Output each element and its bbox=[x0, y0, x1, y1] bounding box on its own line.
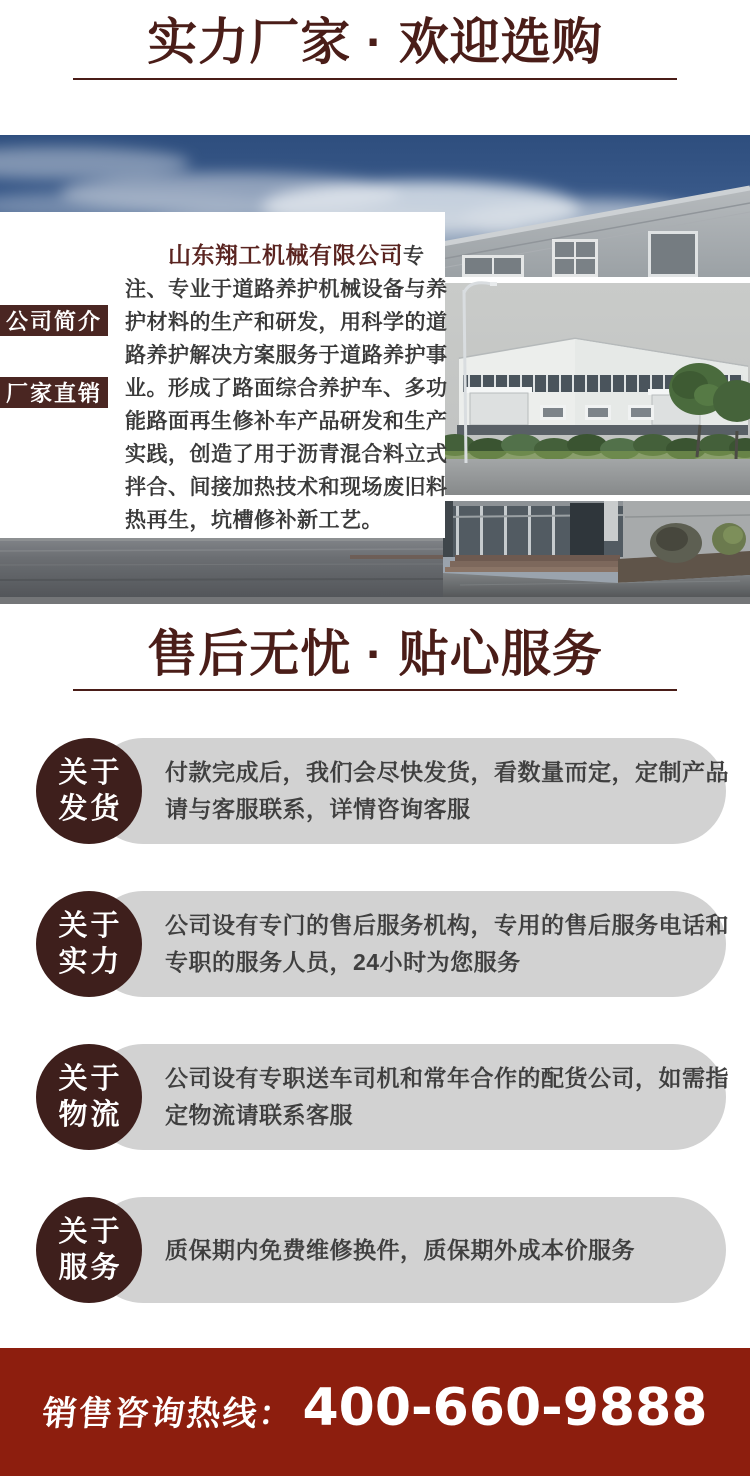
service-badge bbox=[36, 1197, 142, 1303]
service-text-bubble bbox=[90, 738, 729, 844]
intro-line: 护材料的生产和研发，用科学的道 bbox=[125, 311, 448, 334]
service-badge bbox=[36, 891, 142, 997]
intro-line: 路养护解决方案服务于道路养护事 bbox=[125, 344, 448, 367]
banner-service-title: 售后无忧 · 贴心服务 bbox=[147, 626, 603, 682]
service-text-line: 定物流请联系客服 bbox=[165, 1102, 353, 1128]
service-badge bbox=[36, 738, 142, 844]
factory-photo-section bbox=[0, 135, 750, 604]
door-opening bbox=[570, 503, 604, 557]
service-text-line: 公司设有专职送车司机和常年合作的配货公司，如需指 bbox=[165, 1065, 729, 1091]
intro-line: 热再生，坑槽修补新工艺。 bbox=[125, 509, 383, 532]
intro-line: 拌合、间接加热技术和现场废旧料 bbox=[125, 476, 448, 499]
service-text-bubble bbox=[90, 1197, 726, 1303]
service-row-shipping bbox=[0, 738, 750, 844]
banner-top bbox=[0, 0, 750, 135]
badge-line: 关于 bbox=[58, 757, 123, 789]
wet-pavement bbox=[0, 537, 443, 597]
service-text-line: 请与客服联系，详情咨询客服 bbox=[165, 796, 471, 822]
intro-line: 能路面再生修补车产品研发和生产 bbox=[125, 410, 448, 433]
intro-line bbox=[0, 239, 445, 273]
factory-direct-label: 厂家直销 bbox=[0, 377, 108, 408]
service-row-strength bbox=[0, 891, 750, 997]
badge-line: 关于 bbox=[58, 1063, 123, 1095]
intro-line: 实践，创造了用于沥青混合料立式 bbox=[125, 443, 448, 466]
factory-building-photo bbox=[435, 282, 750, 497]
badge-line: 发货 bbox=[58, 793, 123, 825]
service-text-bubble bbox=[90, 1044, 729, 1150]
banner-top-underline bbox=[73, 78, 677, 80]
hotline-number: 400-660-9888 bbox=[302, 1378, 708, 1438]
service-text-line: 付款完成后，我们会尽快发货，看数量而定，定制产品 bbox=[165, 759, 729, 785]
intro-line: 业。形成了路面综合养护车、多功 bbox=[125, 377, 448, 400]
badge-line: 物流 bbox=[58, 1099, 123, 1131]
banner-top-title: 实力厂家 · 欢迎选购 bbox=[147, 14, 603, 70]
badge-line: 关于 bbox=[58, 910, 123, 942]
hotline-label: 销售咨询热线： bbox=[40, 1395, 297, 1433]
company-intro-box bbox=[0, 212, 448, 538]
service-text-line: 公司设有专门的售后服务机构，专用的售后服务电话和 bbox=[165, 912, 729, 938]
intro-line: 注、专业于道路养护机械设备与养 bbox=[125, 278, 448, 301]
service-text-line: 专职的服务人员，24小时为您服务 bbox=[165, 949, 521, 975]
photo-bottom-edge bbox=[0, 597, 750, 604]
service-badge bbox=[36, 1044, 142, 1150]
badge-line: 实力 bbox=[58, 946, 123, 978]
company-profile-label: 公司简介 bbox=[0, 305, 108, 336]
company-name: 山东翔工机械有限公司 bbox=[168, 242, 403, 268]
service-text-line: 质保期内免费维修换件，质保期外成本价服务 bbox=[165, 1236, 635, 1263]
intro-line-rest: 专 bbox=[403, 245, 425, 268]
hotline-footer bbox=[0, 1348, 750, 1476]
entrance-photo bbox=[443, 501, 750, 597]
service-text-bubble bbox=[90, 891, 729, 997]
service-row-logistics bbox=[0, 1044, 750, 1150]
banner-service-underline bbox=[73, 689, 677, 691]
banner-service bbox=[0, 604, 750, 738]
service-row-service bbox=[0, 1197, 750, 1303]
small-windows bbox=[540, 405, 654, 420]
badge-line: 关于 bbox=[58, 1216, 123, 1248]
badge-line: 服务 bbox=[58, 1252, 123, 1284]
